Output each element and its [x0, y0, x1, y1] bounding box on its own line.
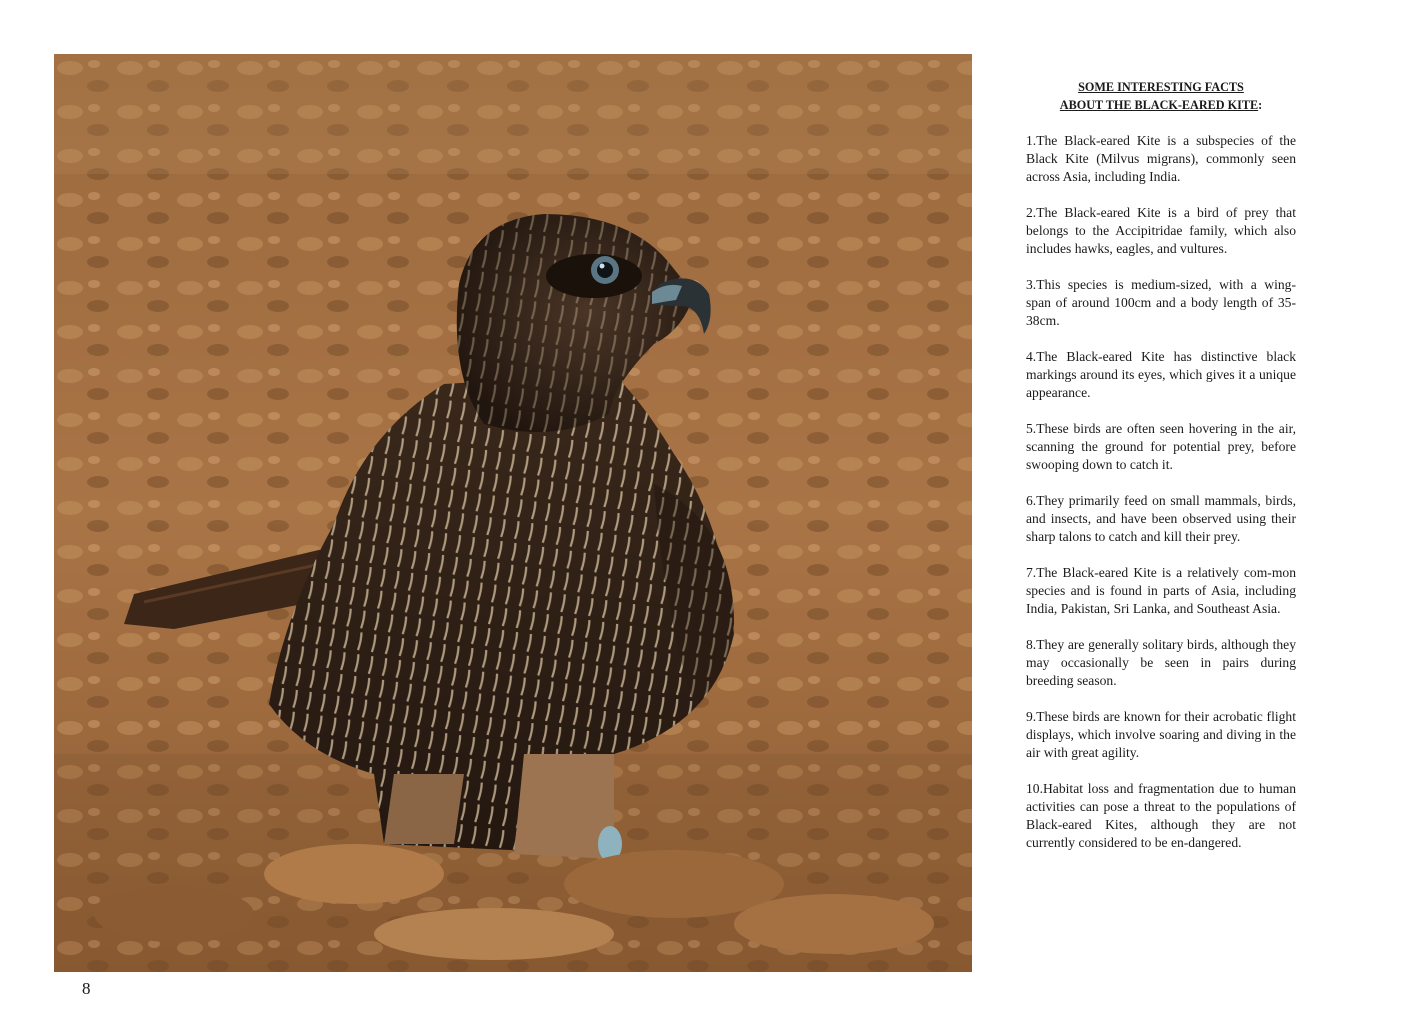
fact-item: 8.They are generally solitary birds, although they may occasionally be seen in pairs during breeding season. — [1026, 637, 1296, 688]
fact-item: 1.The Black-eared Kite is a subspecies of the Black Kite (Milvus migrans), commonly seen across Asia, including India. — [1026, 133, 1296, 184]
fact-item: 5.These birds are often seen hovering in the air, scanning the ground for potential prey, before swooping down to catch it. — [1026, 421, 1296, 472]
fact-item: 7.The Black-eared Kite is a relatively com-mon species and is found in parts of Asia, including India, Pakistan, Sri Lanka, and Southeast Asia. — [1026, 565, 1296, 616]
facts-panel — [1026, 78, 1296, 870]
fact-item: 9.These birds are known for their acrobatic flight displays, which involve soaring and diving in the air with great agility. — [1026, 709, 1296, 760]
kite-photo — [54, 54, 972, 972]
facts-title-suffix: : — [1258, 98, 1263, 112]
facts-title-line2: ABOUT THE BLACK-EARED KITE — [1059, 98, 1259, 112]
fact-item: 10.Habitat loss and fragmentation due to human activities can pose a threat to the populations of Black-eared Kites, although they are not currently considered to be en-dangered. — [1026, 781, 1296, 850]
fact-item: 3.This species is medium-sized, with a wing-span of around 100cm and a body length of 35-38cm. — [1026, 277, 1296, 328]
page-number: 8 — [82, 979, 91, 998]
fact-item: 4.The Black-eared Kite has distinctive black markings around its eyes, which gives it a unique appearance. — [1026, 349, 1296, 400]
fact-item: 2.The Black-eared Kite is a bird of prey that belongs to the Accipitridae family, which also includes hawks, eagles, and vultures. — [1026, 205, 1296, 256]
facts-title — [1026, 78, 1296, 114]
fact-item: 6.They primarily feed on small mammals, birds, and insects, and have been observed using their sharp talons to catch and kill their prey. — [1026, 493, 1296, 544]
kite-illustration — [54, 54, 972, 972]
facts-title-line1: SOME INTERESTING FACTS — [1078, 80, 1244, 94]
